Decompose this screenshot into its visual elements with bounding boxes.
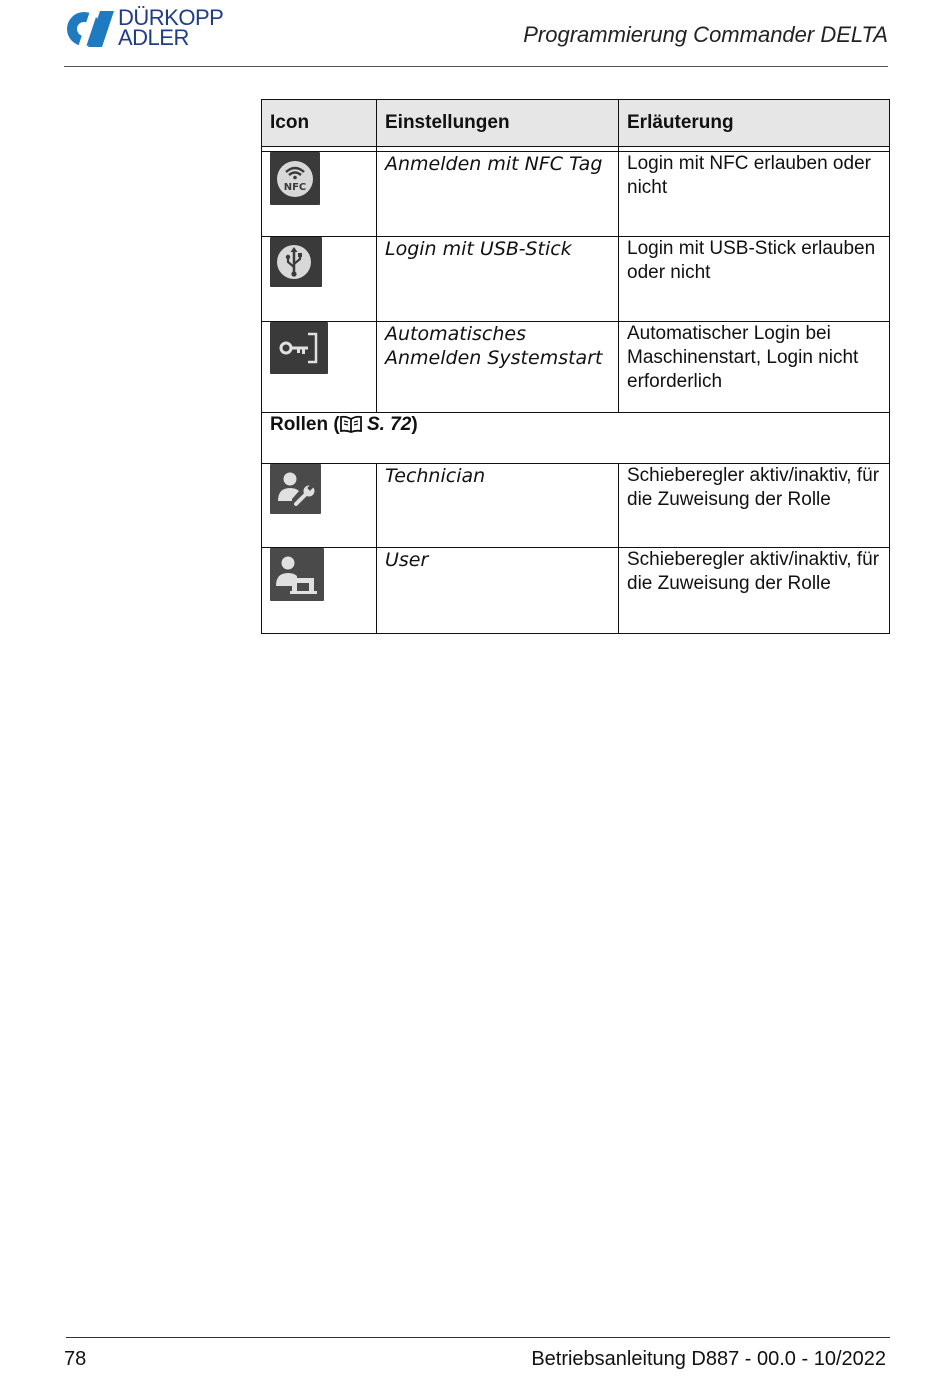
setting-description: Login mit USB-Stick erlauben oder nicht <box>619 237 890 322</box>
brand-name <box>118 5 224 50</box>
setting-name: Technician <box>377 464 619 548</box>
page-number: 78 <box>64 1348 87 1370</box>
footer-divider <box>66 1337 890 1338</box>
usb-icon <box>270 237 322 287</box>
key-login-icon <box>270 322 328 374</box>
setting-name: Anmelden mit NFC Tag <box>377 152 619 237</box>
table-row <box>262 322 890 413</box>
section-label-close: ) <box>411 414 418 435</box>
setting-description: Schieberegler aktiv/inaktiv, für die Zuweisung der Rolle <box>619 464 890 548</box>
section-title-roles <box>262 413 890 464</box>
technician-icon <box>270 464 321 514</box>
setting-name: User <box>377 548 619 634</box>
header-title: Programmierung Commander DELTA <box>523 22 888 47</box>
svg-text:NFC: NFC <box>283 182 307 193</box>
page-reference-link[interactable]: S. 72 <box>366 414 412 435</box>
brand-logo-mark <box>64 9 116 49</box>
setting-description: Automatischer Login bei Maschinenstart, Login nicht erforderlich <box>619 322 890 413</box>
table-row <box>262 464 890 548</box>
setting-description: Login mit NFC erlauben oder nicht <box>619 152 890 237</box>
column-header-icon: Icon <box>262 100 377 147</box>
table-row <box>262 548 890 634</box>
table-row <box>262 237 890 322</box>
nfc-icon <box>270 152 320 205</box>
table-row <box>262 152 890 237</box>
section-row <box>262 413 890 464</box>
column-header-settings: Einstellungen <box>377 100 619 147</box>
brand-line-1: DÜRKOPP <box>118 5 224 30</box>
footer-document-info: Betriebsanleitung D887 - 00.0 - 10/2022 <box>531 1348 886 1370</box>
table-header-row <box>262 100 890 147</box>
setting-name: Automatisches Anmelden Systemstart <box>377 322 619 413</box>
settings-table <box>261 99 890 634</box>
column-header-explanation: Erläuterung <box>619 100 890 147</box>
header-divider <box>64 66 888 67</box>
setting-description: Schieberegler aktiv/inaktiv, für die Zuweisung der Rolle <box>619 548 890 634</box>
brand-line-2: ADLER <box>118 25 189 50</box>
setting-name: Login mit USB-Stick <box>377 237 619 322</box>
book-icon <box>340 415 362 433</box>
user-machine-icon <box>270 548 324 601</box>
section-label: Rollen ( <box>270 414 340 435</box>
